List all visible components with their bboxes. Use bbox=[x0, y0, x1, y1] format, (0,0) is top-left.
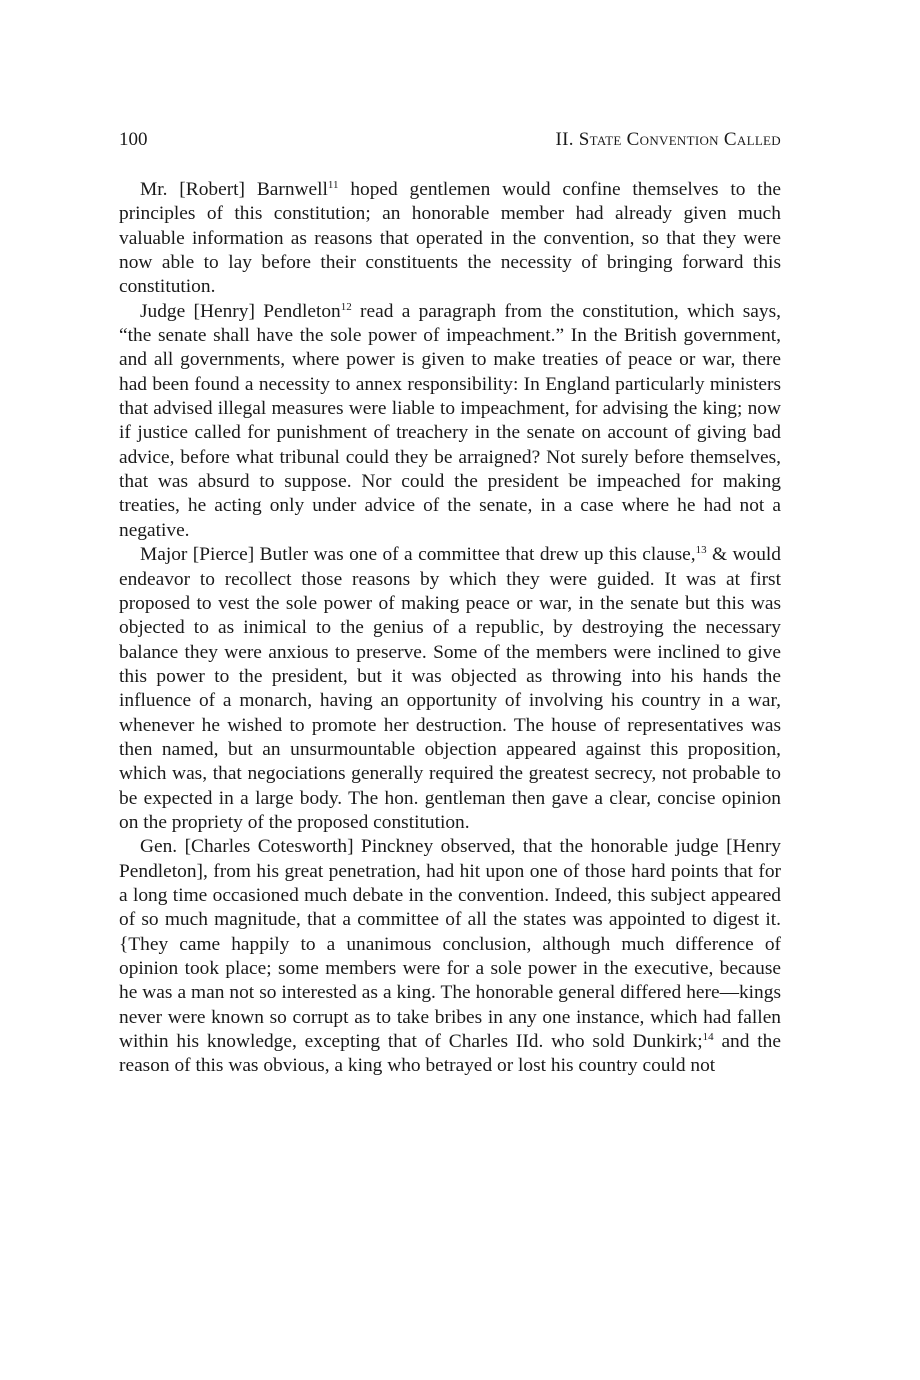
section-title: II. State Convention Called bbox=[555, 129, 781, 150]
paragraph-pendleton bbox=[119, 300, 781, 543]
paragraph-text: hoped gentlemen would confine themselves to the principles of this constitution; an honorable member had already given much valuable information as reasons that operated in the convention, so that they were now able to lay before their constituents the necessity of bringing forward this constitution. bbox=[119, 179, 781, 298]
footnote-marker: 13 bbox=[695, 544, 707, 557]
paragraph-text: read a paragraph from the constitution, which says, “the senate shall have the sole power of impeachment.” In the British government, and all governments, where power is given to make treaties of peace or war, there had been found a necessity to annex responsibility: In England particularly ministers that advised illegal measures were liable to impeachment, for advising the king; now if justice called for punishment of treachery in the senate on account of giving bad advice, before what tribunal could they be arraigned? Not surely before themselves, that was absurd to suppose. Nor could the president be impeached for making treaties, he acting only under advice of the senate, in a case where he had not a negative. bbox=[119, 300, 781, 541]
paragraph-butler bbox=[119, 543, 781, 835]
footnote-marker: 14 bbox=[702, 1031, 714, 1044]
page-number: 100 bbox=[119, 129, 148, 150]
paragraph-pinckney bbox=[119, 835, 781, 1078]
paragraph-text: Judge [Henry] Pendleton bbox=[140, 300, 341, 322]
paragraph-barnwell bbox=[119, 178, 781, 300]
paragraph-text: Major [Pierce] Butler was one of a committee that drew up this clause, bbox=[140, 544, 696, 566]
paragraph-text: Gen. [Charles Cotesworth] Pinckney observed, that the honorable judge [Henry Pendleton], from his great penetration, had hit upon one of those hard points that for a long time occasioned much debate in the convention. Indeed, this subject appeared of so much magnitude, that a committee of all the states was appointed to digest it. {They came happily to a unanimous conclusion, although much difference of opinion took place; some members were for a sole power in the executive, because he was a man not so interested as a king. The honorable general differed here—kings never were known so corrupt as to take bribes in any one instance, which had fallen within his knowledge, excepting that of Charles IId. who sold Dunkirk; bbox=[119, 836, 781, 1053]
paragraph-text: and the reason of this was obvious, a king who betrayed or lost his country could not bbox=[119, 1031, 781, 1077]
running-head bbox=[119, 128, 781, 152]
body-text bbox=[119, 178, 781, 1079]
footnote-marker: 11 bbox=[327, 179, 339, 191]
paragraph-text: & would endeavor to recollect those reasons by which they were guided. It was at first proposed to vest the sole power of making peace or war, in the senate but this was objected to as inimical to the genius of a republic, by destroying the necessary balance they were anxious to preserve. Some of the members were inclined to give this power to the president, but it was objected as throwing into his hands the influence of a monarch, having an opportunity of involving his country in a war, whenever he wished to promote her destruction. The house of representatives was then named, but an unsurmountable objection appeared against this proposition, which was, that negociations generally required the greatest secrecy, not probable to be expected in a large body. The hon. gentleman then gave a clear, concise opinion on the propriety of the proposed constitution. bbox=[119, 544, 781, 833]
paragraph-text: Mr. [Robert] Barnwell bbox=[140, 179, 328, 200]
footnote-marker: 12 bbox=[340, 300, 352, 313]
document-page bbox=[119, 128, 781, 1079]
